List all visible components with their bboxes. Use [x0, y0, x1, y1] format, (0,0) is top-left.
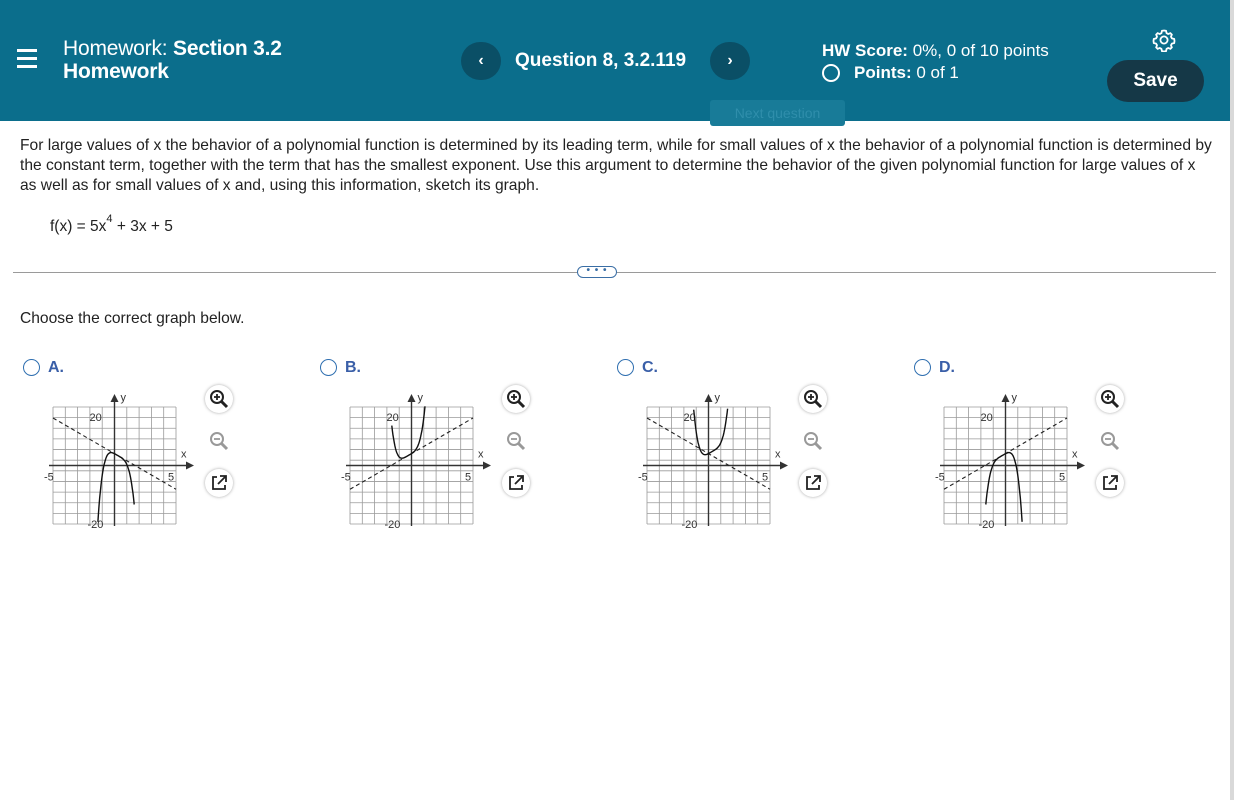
top-bar: [0, 0, 1230, 121]
popout-button[interactable]: [1096, 469, 1124, 497]
zoom-in-button[interactable]: [799, 385, 827, 413]
expand-more-button[interactable]: • • •: [577, 266, 617, 278]
option-d-radio[interactable]: [914, 359, 931, 376]
popout-icon: [209, 473, 229, 493]
y-tick-bottom: -20: [87, 519, 104, 530]
x-axis-arrow: [186, 462, 194, 470]
zoom-out-icon: [1100, 431, 1120, 451]
option-b: [320, 357, 610, 532]
homework-title: [63, 37, 282, 83]
settings-gear-icon[interactable]: [1152, 28, 1176, 52]
option-a: [23, 357, 313, 532]
zoom-out-button[interactable]: [205, 427, 233, 455]
popout-button[interactable]: [205, 469, 233, 497]
x-tick-right: 5: [762, 471, 769, 484]
problem-statement: For large values of x the behavior of a polynomial function is determined by its leading term, while for small values of x the behavior of a polynomial function is determined by the constant term, together with the term that has the smallest exponent. Use this argument to determine the behavior of the given polynomial function for large values of x as well as for small values of x and, using this information, sketch its graph.: [20, 137, 1212, 194]
x-axis-label: x: [181, 448, 187, 461]
title-homework: Homework: [63, 60, 169, 83]
title-section: Section 3.2: [173, 37, 282, 60]
score-value: 0%, 0 of 10 points: [912, 41, 1049, 60]
menu-icon[interactable]: [17, 49, 37, 69]
title-prefix: Homework:: [63, 37, 168, 60]
popout-button[interactable]: [799, 469, 827, 497]
option-b-graph: [340, 385, 500, 530]
zoom-in-icon: [506, 389, 526, 409]
option-b-letter: B.: [345, 359, 361, 376]
x-axis-arrow: [1077, 462, 1085, 470]
zoom-in-button[interactable]: [502, 385, 530, 413]
zoom-out-button[interactable]: [1096, 427, 1124, 455]
y-tick-top: 20: [683, 412, 696, 424]
points-label: Points:: [854, 63, 912, 82]
y-tick-bottom: -20: [681, 519, 698, 530]
y-axis-label: y: [1011, 392, 1017, 404]
page-scrollbar[interactable]: [1230, 0, 1234, 800]
choose-prompt: Choose the correct graph below.: [20, 310, 245, 327]
next-question-tooltip: Next question: [710, 100, 845, 126]
y-axis-arrow: [111, 394, 119, 402]
x-axis-label: x: [775, 448, 781, 461]
option-a-graph: [43, 385, 203, 530]
option-c: [617, 357, 907, 532]
zoom-out-icon: [803, 431, 823, 451]
score-label: HW Score:: [822, 41, 908, 60]
next-question-button[interactable]: ›: [710, 42, 750, 80]
zoom-out-icon: [209, 431, 229, 451]
y-tick-bottom: -20: [384, 519, 401, 530]
x-tick-right: 5: [168, 471, 175, 484]
popout-button[interactable]: [502, 469, 530, 497]
function-curve: [986, 453, 1022, 522]
function-curve: [98, 453, 134, 522]
popout-icon: [1100, 473, 1120, 493]
x-tick-left: -5: [341, 471, 351, 484]
y-axis-label: y: [120, 392, 126, 404]
y-axis-label: y: [714, 392, 720, 404]
x-tick-left: -5: [935, 471, 945, 484]
zoom-in-icon: [803, 389, 823, 409]
zoom-in-icon: [209, 389, 229, 409]
function-formula: [50, 213, 173, 236]
y-axis-arrow: [408, 394, 416, 402]
y-tick-bottom: -20: [978, 519, 995, 530]
zoom-in-icon: [1100, 389, 1120, 409]
points-value: 0 of 1: [916, 63, 959, 82]
zoom-out-icon: [506, 431, 526, 451]
y-tick-top: 20: [89, 412, 102, 424]
y-tick-top: 20: [980, 412, 993, 424]
previous-question-button[interactable]: ‹: [461, 42, 501, 80]
zoom-out-button[interactable]: [799, 427, 827, 455]
save-button[interactable]: Save: [1107, 60, 1204, 102]
x-axis-arrow: [780, 462, 788, 470]
option-d: [914, 357, 1204, 532]
x-axis-label: x: [1072, 448, 1078, 461]
zoom-out-button[interactable]: [502, 427, 530, 455]
option-a-letter: A.: [48, 359, 64, 376]
option-c-radio[interactable]: [617, 359, 634, 376]
x-axis-label: x: [478, 448, 484, 461]
formula-exponent: 4: [106, 213, 113, 225]
y-tick-top: 20: [386, 412, 399, 424]
option-c-letter: C.: [642, 359, 658, 376]
formula-left: f(x) = 5x: [50, 218, 107, 236]
option-d-letter: D.: [939, 359, 955, 376]
y-axis-arrow: [1002, 394, 1010, 402]
zoom-in-button[interactable]: [205, 385, 233, 413]
option-c-graph: [637, 385, 797, 530]
question-label: Question 8, 3.2.119: [515, 50, 687, 71]
score-panel: [822, 40, 1049, 84]
zoom-in-button[interactable]: [1096, 385, 1124, 413]
formula-right: + 3x + 5: [112, 218, 173, 236]
y-axis-label: y: [417, 392, 423, 404]
option-a-radio[interactable]: [23, 359, 40, 376]
option-d-graph: [934, 385, 1094, 530]
x-axis-arrow: [483, 462, 491, 470]
popout-icon: [506, 473, 526, 493]
points-circle-icon: [822, 64, 840, 82]
x-tick-left: -5: [638, 471, 648, 484]
x-tick-right: 5: [465, 471, 472, 484]
x-tick-right: 5: [1059, 471, 1066, 484]
popout-icon: [803, 473, 823, 493]
option-b-radio[interactable]: [320, 359, 337, 376]
y-axis-arrow: [705, 394, 713, 402]
x-tick-left: -5: [44, 471, 54, 484]
